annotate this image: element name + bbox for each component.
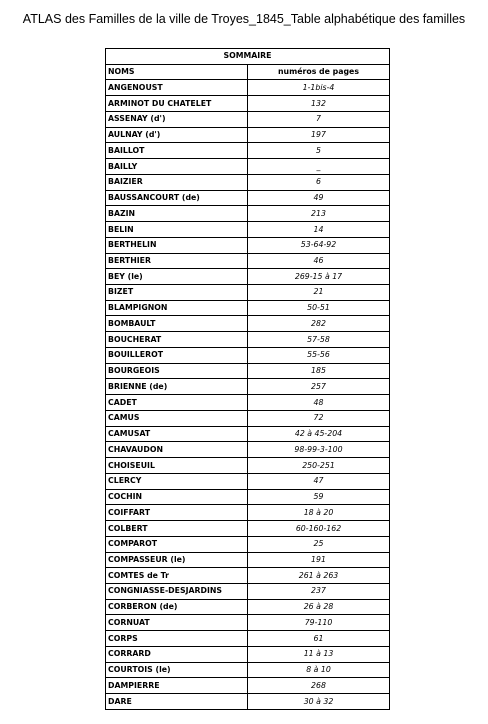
table-row xyxy=(106,473,390,489)
page-numbers-cell: 48 xyxy=(248,395,390,411)
family-name-cell: CORNUAT xyxy=(106,615,248,631)
family-name-cell: BAUSSANCOURT (de) xyxy=(106,190,248,206)
family-name-cell: DARE xyxy=(106,694,248,710)
page-numbers-cell: 197 xyxy=(248,127,390,143)
column-header-pages: numéros de pages xyxy=(248,64,390,80)
page-numbers-cell: 185 xyxy=(248,363,390,379)
family-name-cell: ASSENAY (d') xyxy=(106,111,248,127)
table-row xyxy=(106,159,390,175)
page-numbers-cell: 42 à 45-204 xyxy=(248,426,390,442)
table-row xyxy=(106,442,390,458)
family-name-cell: CHAVAUDON xyxy=(106,442,248,458)
family-name-cell: BERTHELIN xyxy=(106,237,248,253)
page-numbers-cell: 50-51 xyxy=(248,300,390,316)
page-numbers-cell: 25 xyxy=(248,536,390,552)
table-row xyxy=(106,300,390,316)
table-row xyxy=(106,662,390,678)
family-name-cell: CORPS xyxy=(106,631,248,647)
table-row xyxy=(106,615,390,631)
table-row xyxy=(106,285,390,301)
table-row xyxy=(106,190,390,206)
page-numbers-cell: 49 xyxy=(248,190,390,206)
family-name-cell: CLERCY xyxy=(106,473,248,489)
family-name-cell: COMTES de Tr xyxy=(106,568,248,584)
table-row xyxy=(106,269,390,285)
page-numbers-cell: 30 à 32 xyxy=(248,694,390,710)
column-header-row xyxy=(106,64,390,80)
table-row xyxy=(106,583,390,599)
table-row xyxy=(106,568,390,584)
table-row xyxy=(106,599,390,615)
family-name-cell: DAMPIERRE xyxy=(106,678,248,694)
page-numbers-cell: 8 à 10 xyxy=(248,662,390,678)
family-name-cell: COMPAROT xyxy=(106,536,248,552)
table-row xyxy=(106,395,390,411)
family-name-cell: COIFFART xyxy=(106,505,248,521)
family-name-cell: BOUCHERAT xyxy=(106,332,248,348)
family-name-cell: COLBERT xyxy=(106,521,248,537)
family-name-cell: CONGNIASSE-DESJARDINS xyxy=(106,583,248,599)
family-name-cell: AULNAY (d') xyxy=(106,127,248,143)
page-numbers-cell: 213 xyxy=(248,206,390,222)
family-name-cell: COMPASSEUR (le) xyxy=(106,552,248,568)
table-row xyxy=(106,222,390,238)
page-numbers-cell: 11 à 13 xyxy=(248,646,390,662)
table-row xyxy=(106,253,390,269)
table-row xyxy=(106,347,390,363)
family-name-cell: COCHIN xyxy=(106,489,248,505)
table-row xyxy=(106,206,390,222)
page-numbers-cell: 191 xyxy=(248,552,390,568)
family-name-cell: BERTHIER xyxy=(106,253,248,269)
family-name-cell: CHOISEUIL xyxy=(106,458,248,474)
family-name-cell: BOMBAULT xyxy=(106,316,248,332)
page-numbers-cell: 18 à 20 xyxy=(248,505,390,521)
family-name-cell: BEY (le) xyxy=(106,269,248,285)
page-numbers-cell: 47 xyxy=(248,473,390,489)
page-numbers-cell: 59 xyxy=(248,489,390,505)
family-name-cell: CAMUS xyxy=(106,410,248,426)
family-name-cell: BRIENNE (de) xyxy=(106,379,248,395)
table-row xyxy=(106,458,390,474)
page-numbers-cell: 1-1bis-4 xyxy=(248,80,390,96)
family-name-cell: CADET xyxy=(106,395,248,411)
table-row xyxy=(106,174,390,190)
page-numbers-cell: 250-251 xyxy=(248,458,390,474)
family-name-cell: CORBERON (de) xyxy=(106,599,248,615)
table-row xyxy=(106,678,390,694)
table-body xyxy=(106,49,390,710)
table-row xyxy=(106,80,390,96)
page-numbers-cell: 98-99-3-100 xyxy=(248,442,390,458)
family-name-cell: BLAMPIGNON xyxy=(106,300,248,316)
table-row xyxy=(106,521,390,537)
page-numbers-cell: 53-64-92 xyxy=(248,237,390,253)
column-header-names: NOMS xyxy=(106,64,248,80)
table-row xyxy=(106,489,390,505)
page-numbers-cell: 61 xyxy=(248,631,390,647)
page-numbers-cell: 55-56 xyxy=(248,347,390,363)
family-name-cell: ARMINOT DU CHATELET xyxy=(106,96,248,112)
page-numbers-cell: 269-15 à 17 xyxy=(248,269,390,285)
family-name-cell: BAILLY xyxy=(106,159,248,175)
page-numbers-cell: 132 xyxy=(248,96,390,112)
page-numbers-cell: 257 xyxy=(248,379,390,395)
table-row xyxy=(106,646,390,662)
page-numbers-cell: 72 xyxy=(248,410,390,426)
table-row xyxy=(106,426,390,442)
table-row xyxy=(106,694,390,710)
table-row xyxy=(106,143,390,159)
table-row xyxy=(106,111,390,127)
table-row xyxy=(106,379,390,395)
page-numbers-cell: 261 à 263 xyxy=(248,568,390,584)
families-table xyxy=(105,48,390,710)
family-name-cell: CAMUSAT xyxy=(106,426,248,442)
family-name-cell: BOURGEOIS xyxy=(106,363,248,379)
table-row xyxy=(106,410,390,426)
family-name-cell: BELIN xyxy=(106,222,248,238)
family-name-cell: BIZET xyxy=(106,285,248,301)
family-name-cell: BAILLOT xyxy=(106,143,248,159)
page-numbers-cell: 79-110 xyxy=(248,615,390,631)
table-row xyxy=(106,505,390,521)
table-row xyxy=(106,631,390,647)
page-numbers-cell: 237 xyxy=(248,583,390,599)
page-numbers-cell: 46 xyxy=(248,253,390,269)
table-heading: SOMMAIRE xyxy=(106,49,390,65)
page-numbers-cell: _ xyxy=(248,159,390,175)
table-heading-row xyxy=(106,49,390,65)
family-name-cell: BOUILLEROT xyxy=(106,347,248,363)
table-row xyxy=(106,96,390,112)
table-row xyxy=(106,237,390,253)
page-numbers-cell: 26 à 28 xyxy=(248,599,390,615)
family-name-cell: BAZIN xyxy=(106,206,248,222)
page-numbers-cell: 14 xyxy=(248,222,390,238)
table-row xyxy=(106,316,390,332)
table-row xyxy=(106,552,390,568)
table-row xyxy=(106,536,390,552)
family-name-cell: CORRARD xyxy=(106,646,248,662)
page-numbers-cell: 7 xyxy=(248,111,390,127)
page-numbers-cell: 5 xyxy=(248,143,390,159)
page-title: ATLAS des Familles de la ville de Troyes_1845_Table alphabétique des familles xyxy=(22,12,466,26)
page-numbers-cell: 60-160-162 xyxy=(248,521,390,537)
page-numbers-cell: 268 xyxy=(248,678,390,694)
page-numbers-cell: 57-58 xyxy=(248,332,390,348)
page-numbers-cell: 282 xyxy=(248,316,390,332)
page-numbers-cell: 6 xyxy=(248,174,390,190)
table-row xyxy=(106,127,390,143)
page-numbers-cell: 21 xyxy=(248,285,390,301)
table-row xyxy=(106,363,390,379)
family-name-cell: BAIZIER xyxy=(106,174,248,190)
table-row xyxy=(106,332,390,348)
family-name-cell: ANGENOUST xyxy=(106,80,248,96)
family-name-cell: COURTOIS (le) xyxy=(106,662,248,678)
